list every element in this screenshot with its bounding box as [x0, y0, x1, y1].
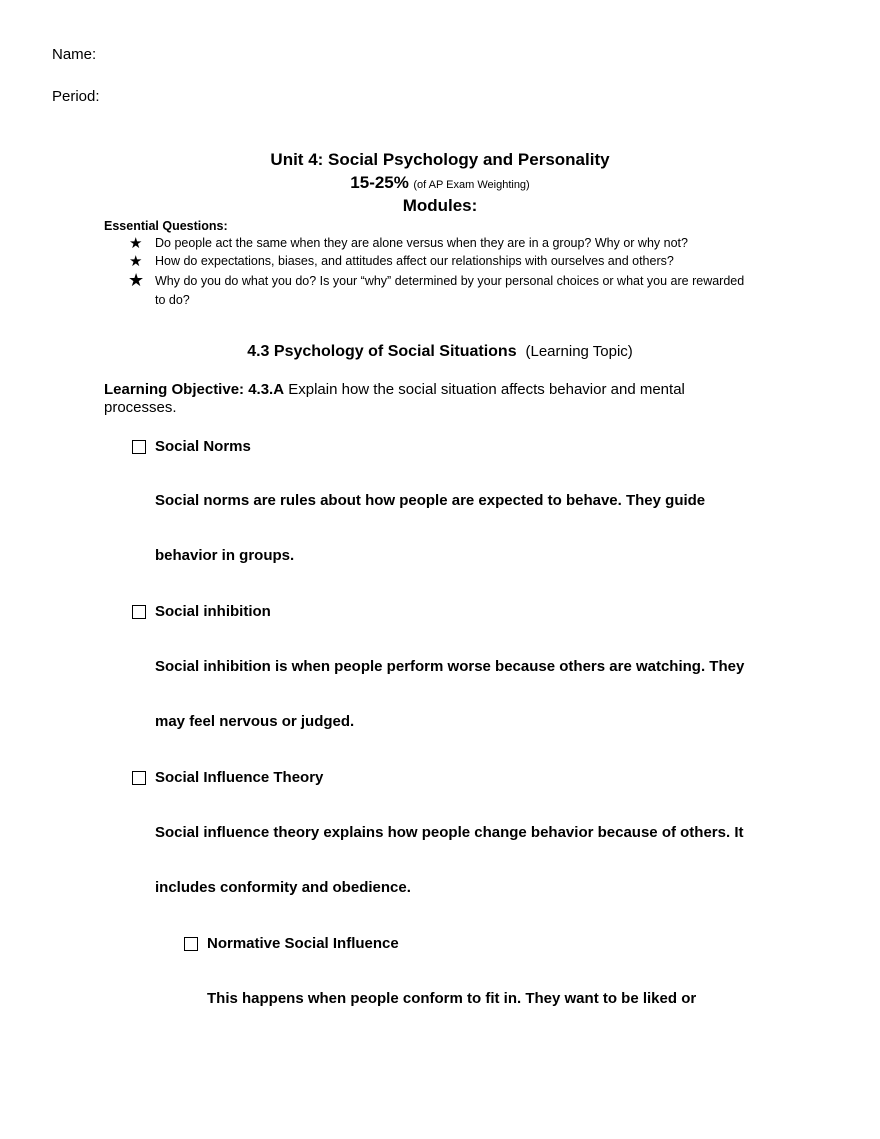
- section-term: Social Norms: [155, 438, 251, 455]
- weighting-note: (of AP Exam Weighting): [413, 179, 530, 191]
- name-label: Name:: [52, 46, 97, 63]
- period-label: Period:: [52, 88, 100, 105]
- checkbox[interactable]: [184, 937, 198, 951]
- star-bullet-icon: ★: [128, 270, 145, 290]
- section-text: behavior in groups.: [155, 547, 295, 564]
- checkbox[interactable]: [132, 440, 146, 454]
- checkbox[interactable]: [132, 605, 146, 619]
- section-text: This happens when people conform to fit in. They want to be liked or: [207, 990, 697, 1007]
- topic-heading: [0, 343, 880, 361]
- objective-label: Learning Objective: 4.3.A: [104, 381, 285, 398]
- section-text: Social norms are rules about how people are expected to behave. They guide: [155, 492, 706, 509]
- star-bullet-icon: ★: [129, 235, 143, 252]
- topic-note: (Learning Topic): [525, 343, 633, 360]
- modules-heading: Modules:: [402, 196, 478, 215]
- essential-question-continued: to do?: [155, 293, 190, 307]
- section-term: Normative Social Influence: [207, 935, 399, 952]
- learning-objective: [104, 381, 685, 398]
- star-bullet-icon: ★: [129, 253, 143, 270]
- section-text: Social inhibition is when people perform worse because others are watching. They: [155, 658, 745, 675]
- essential-question: Why do you do what you do? Is your “why” determined by your personal choices or what you are rewarded: [155, 274, 745, 288]
- section-text: may feel nervous or judged.: [155, 713, 355, 730]
- weighting: [0, 173, 880, 193]
- essential-question: How do expectations, biases, and attitudes affect our relationships with ourselves and others?: [155, 254, 674, 268]
- objective-text: Explain how the social situation affects behavior and mental: [288, 381, 685, 398]
- section-term: Social Influence Theory: [155, 769, 324, 786]
- checkbox[interactable]: [132, 771, 146, 785]
- section-term: Social inhibition: [155, 603, 271, 620]
- weighting-value: 15-25%: [350, 173, 409, 192]
- essential-questions-label: Essential Questions:: [104, 219, 228, 233]
- unit-title: Unit 4: Social Psychology and Personality: [270, 150, 610, 169]
- topic-title: 4.3 Psychology of Social Situations: [247, 343, 517, 360]
- objective-text-continued: processes.: [104, 399, 177, 416]
- section-text: includes conformity and obedience.: [155, 879, 411, 896]
- essential-question: Do people act the same when they are alone versus when they are in a group? Why or why not?: [155, 236, 688, 250]
- section-text: Social influence theory explains how people change behavior because of others. It: [155, 824, 744, 841]
